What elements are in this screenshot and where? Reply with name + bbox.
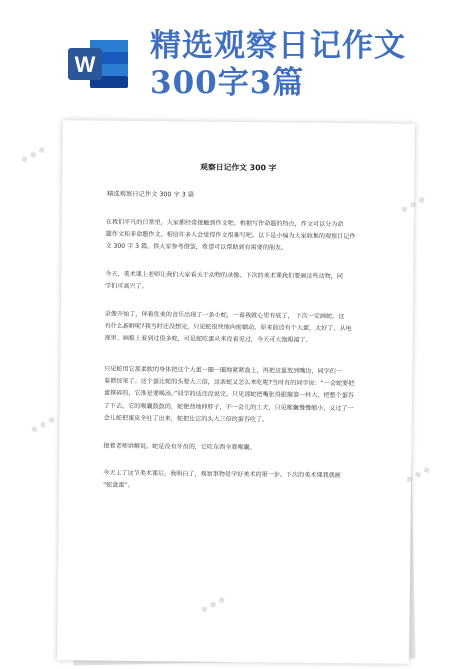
page-title-line-1: 精选观察日记作文 (150, 28, 406, 64)
paragraph-line: 今天上了这节美术课后，我明白了，观察事物是学好美术的第一步。下次的美术课我就画 (103, 469, 341, 480)
word-icon (66, 34, 130, 94)
paragraph-line: 文 300 字 3 篇，供大家参考借鉴，希望可以帮助到有需要的朋友。 (105, 243, 288, 252)
paragraph-line: 蛋撑碎的，它准是要喝汤。”同学的话还没说完，只见那蛇把嘴张得跟簸箕一样大，把整个蛋吞 (103, 390, 354, 400)
paragraph-line: 看都惊呆了。这个蛋比蛇的头要大三倍，这条蛇又怎么来吃呢?当时有的同学说：“一会蛇要把 (104, 377, 355, 388)
paragraph-line: 有什么新鲜呢?我当时还没想完，只见蛇很快地向前蠕动，原来前边有个大蛋，太好了，从电 (104, 322, 352, 333)
watermark-mark: ◆ ◆ ◆ (199, 594, 228, 616)
watermark-mark: ◆ ◆ ◆ (29, 414, 58, 436)
paragraph-4 (104, 364, 371, 428)
paragraph-line: 视里、画报上看到过很多蛇，可是蛇吃蛋从来没看见过，今天可大饱眼福了。 (104, 335, 312, 345)
document-page (57, 120, 415, 664)
word-icon-letter: W (74, 52, 96, 77)
paragraph-line: 题作文和非命题作文。相信许多人会觉得作文很难写吧。以下是小编为大家收集的观察日记作 (105, 230, 356, 241)
paragraph-line: 只见蛇用它那柔软的身体把这个大蛋一圈一圈地紧紧盘上，再把这蛋放到嘴边，同学们一 (104, 365, 342, 376)
document-title: 观察日记作文 300 字 (200, 162, 277, 173)
paragraph-5 (103, 441, 369, 456)
page-title (150, 28, 460, 102)
paragraph-line: 录像开始了，伴着优美的音乐出现了一条小蛇，一看我就心里有底了， 下次一定画蛇。这 (104, 310, 345, 321)
watermark-mark: ◆ ◆ ◆ (19, 144, 48, 166)
document-subtitle: 精选观察日记作文 300 字 3 篇 (107, 190, 195, 199)
watermark-mark: ◆ ◆ ◆ (404, 464, 433, 486)
paragraph-line: 了下去，它的喉囊鼓鼓的，蛇使劲地伸脖子，不一会儿的工夫，只见喉囊慢慢缩小，又过了一 (103, 402, 354, 412)
paragraph-line: 接着老师讲解说，蛇是没有牙齿的，它吃东西全靠喉囊。 (103, 442, 256, 452)
paragraph-line: 会儿蛇把蛋皮全吐了出来，蛇把比它的头大三倍的蛋吞吃了。 (103, 414, 269, 424)
watermark-mark: ◆ ◆ ◆ (399, 194, 428, 216)
paragraph-line: 今天，美术课上老师让我们大家看关于动物的录像，下次的美术课我们要画这些动物，同 (105, 270, 343, 281)
paragraph-3 (104, 309, 370, 348)
paragraph-1 (105, 217, 371, 256)
page-title-line-2: 300字3篇 (150, 65, 305, 101)
paragraph-2 (105, 269, 371, 296)
paragraph-line: “蛇盘蛋”。 (102, 481, 134, 490)
paragraph-line: 学们可高兴了。 (105, 282, 148, 291)
paragraph-line: 在我们平凡的日常里，大家都经常接触到作文吧。根据写作命题的特点，作文可以分为命 (105, 218, 344, 229)
paragraph-6 (103, 468, 369, 495)
header-banner (0, 0, 474, 118)
